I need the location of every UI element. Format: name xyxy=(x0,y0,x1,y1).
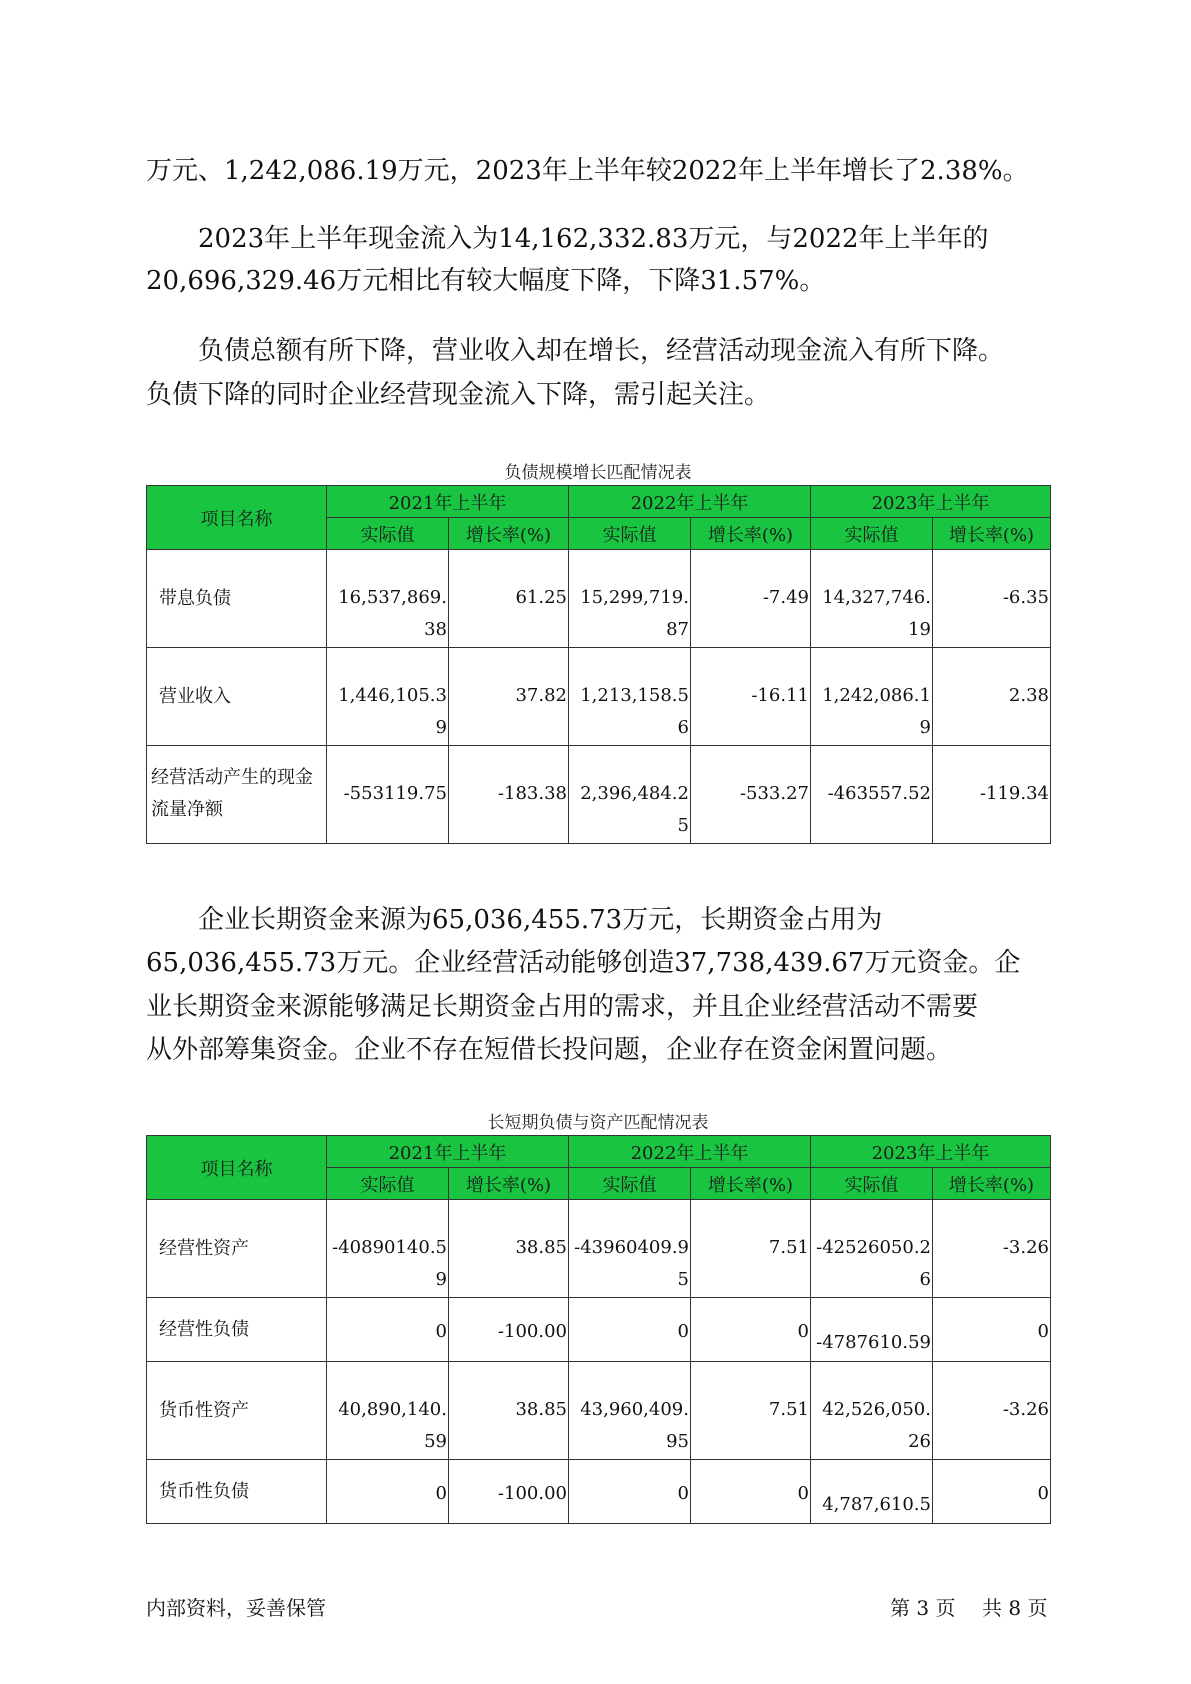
row-label: 经营性负债 xyxy=(147,1298,327,1362)
cell-value: -43960409.95 xyxy=(569,1200,691,1298)
cell-value: 1,446,105.39 xyxy=(327,648,449,746)
cell-value: -4787610.59 xyxy=(811,1298,933,1362)
cell-value: 16,537,869.38 xyxy=(327,550,449,648)
cell-growth: 38.85 xyxy=(449,1200,569,1298)
table1-caption: 负债规模增长匹配情况表 xyxy=(504,463,692,483)
header-actual: 实际值 xyxy=(569,518,691,550)
paragraph-4-line-3: 业长期资金来源能够满足长期资金占用的需求，并且企业经营活动不需要 xyxy=(146,992,979,1022)
row-label: 带息负债 xyxy=(147,550,327,648)
cell-growth: -3.26 xyxy=(933,1362,1051,1460)
cell-growth: -6.35 xyxy=(933,550,1051,648)
cell-value: 1,213,158.56 xyxy=(569,648,691,746)
cell-growth: -183.38 xyxy=(449,746,569,844)
header-growth: 增长率(%) xyxy=(933,1168,1051,1200)
paragraph-3-line-2: 负债下降的同时企业经营现金流入下降，需引起关注。 xyxy=(146,380,771,410)
paragraph-4-line-2: 65,036,455.73万元。企业经营活动能够创造37,738,439.67万元资金。企 xyxy=(146,948,1021,978)
row-label: 货币性负债 xyxy=(147,1460,327,1524)
paragraph-4-line-1: 企业长期资金来源为65,036,455.73万元，长期资金占用为 xyxy=(198,905,883,935)
cell-value: 2,396,484.25 xyxy=(569,746,691,844)
header-growth: 增长率(%) xyxy=(933,518,1051,550)
row-label: 经营活动产生的现金流量净额 xyxy=(147,746,327,844)
header-year-2022: 2022年上半年 xyxy=(569,1136,811,1168)
cell-value: 14,327,746.19 xyxy=(811,550,933,648)
cell-growth: -119.34 xyxy=(933,746,1051,844)
header-year-2023: 2023年上半年 xyxy=(811,1136,1051,1168)
header-growth: 增长率(%) xyxy=(449,518,569,550)
cell-growth: 0 xyxy=(933,1460,1051,1524)
cell-growth: 61.25 xyxy=(449,550,569,648)
table-row xyxy=(147,746,1051,844)
cell-value: -42526050.26 xyxy=(811,1200,933,1298)
table-row xyxy=(147,550,1051,648)
header-growth: 增长率(%) xyxy=(449,1168,569,1200)
cell-growth: 0 xyxy=(691,1298,811,1362)
row-label: 货币性资产 xyxy=(147,1362,327,1460)
cell-value: 1,242,086.19 xyxy=(811,648,933,746)
cell-growth: -533.27 xyxy=(691,746,811,844)
table-row xyxy=(147,1460,1051,1524)
footer-page-number: 第 3 页 xyxy=(890,1596,956,1620)
cell-value: -40890140.59 xyxy=(327,1200,449,1298)
cell-value: -553119.75 xyxy=(327,746,449,844)
header-year-2023: 2023年上半年 xyxy=(811,486,1051,518)
cell-value: 4,787,610.5 xyxy=(811,1460,933,1524)
header-item-name: 项目名称 xyxy=(147,486,327,550)
paragraph-3-line-1: 负债总额有所下降，营业收入却在增长，经营活动现金流入有所下降。 xyxy=(198,336,1005,366)
cell-growth: -100.00 xyxy=(449,1298,569,1362)
cell-value: 15,299,719.87 xyxy=(569,550,691,648)
debt-growth-table xyxy=(146,485,1051,844)
cell-value: 0 xyxy=(569,1298,691,1362)
cell-growth: -3.26 xyxy=(933,1200,1051,1298)
cell-value: 0 xyxy=(327,1460,449,1524)
cell-growth: -16.11 xyxy=(691,648,811,746)
cell-growth: 2.38 xyxy=(933,648,1051,746)
table-row xyxy=(147,1200,1051,1298)
row-label: 营业收入 xyxy=(147,648,327,746)
cell-growth: 7.51 xyxy=(691,1362,811,1460)
table-row xyxy=(147,1362,1051,1460)
header-year-2021: 2021年上半年 xyxy=(327,486,569,518)
header-growth: 增长率(%) xyxy=(691,518,811,550)
header-item-name: 项目名称 xyxy=(147,1136,327,1200)
footer-total-pages: 共 8 页 xyxy=(982,1596,1048,1620)
header-actual: 实际值 xyxy=(569,1168,691,1200)
header-year-2022: 2022年上半年 xyxy=(569,486,811,518)
paragraph-4-line-4: 从外部筹集资金。企业不存在短借长投问题，企业存在资金闲置问题。 xyxy=(146,1035,953,1065)
header-actual: 实际值 xyxy=(327,1168,449,1200)
table2-caption: 长短期负债与资产匹配情况表 xyxy=(487,1113,709,1133)
cell-value: 0 xyxy=(327,1298,449,1362)
header-actual: 实际值 xyxy=(811,1168,933,1200)
cell-growth: 0 xyxy=(691,1460,811,1524)
header-actual: 实际值 xyxy=(327,518,449,550)
cell-value: 0 xyxy=(569,1460,691,1524)
cell-growth: -100.00 xyxy=(449,1460,569,1524)
cell-growth: -7.49 xyxy=(691,550,811,648)
cell-growth: 7.51 xyxy=(691,1200,811,1298)
cell-value: -463557.52 xyxy=(811,746,933,844)
cell-growth: 0 xyxy=(933,1298,1051,1362)
header-actual: 实际值 xyxy=(811,518,933,550)
table-row xyxy=(147,1298,1051,1362)
cell-value: 42,526,050.26 xyxy=(811,1362,933,1460)
header-growth: 增长率(%) xyxy=(691,1168,811,1200)
liability-asset-match-table xyxy=(146,1135,1051,1524)
paragraph-2-line-1: 2023年上半年现金流入为14,162,332.83万元，与2022年上半年的 xyxy=(198,224,989,254)
table-row xyxy=(147,648,1051,746)
paragraph-2-line-2: 20,696,329.46万元相比有较大幅度下降，下降31.57%。 xyxy=(146,266,826,296)
cell-value: 43,960,409.95 xyxy=(569,1362,691,1460)
cell-growth: 38.85 xyxy=(449,1362,569,1460)
footer-confidential-note: 内部资料，妥善保管 xyxy=(146,1596,326,1620)
row-label: 经营性资产 xyxy=(147,1200,327,1298)
paragraph-1: 万元、1,242,086.19万元，2023年上半年较2022年上半年增长了2.38%。 xyxy=(146,156,1029,186)
cell-growth: 37.82 xyxy=(449,648,569,746)
cell-value: 40,890,140.59 xyxy=(327,1362,449,1460)
header-year-2021: 2021年上半年 xyxy=(327,1136,569,1168)
